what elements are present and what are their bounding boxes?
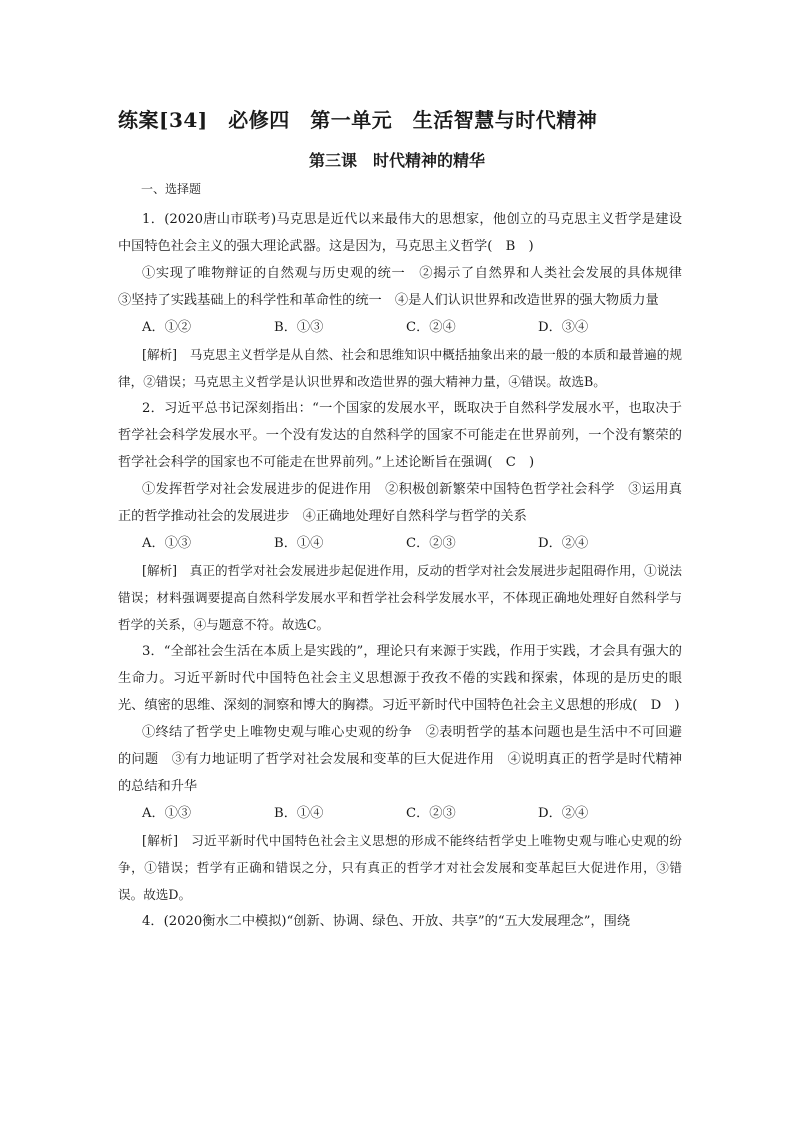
answer-options [118,530,682,557]
question-statements: ①发挥哲学对社会发展进步的促进作用 ②积极创新繁荣中国特色哲学社会科学 ③运用真正的哲学推动社会的发展进步 ④正确地处理好自然科学与哲学的关系 [118,482,682,524]
question-2 [118,395,682,638]
option-c: C．②③ [406,806,456,821]
question-statements: ①实现了唯物辩证的自然观与历史观的统一 ②揭示了自然界和人类社会发展的具体规律 ③坚持了实践基础上的科学性和革命性的统一 ④是人们认识世界和改造世界的强大物质力量 [118,266,696,308]
option-d: D．③④ [538,320,589,335]
option-d: D．②④ [538,536,589,551]
option-c: C．②④ [406,320,456,335]
question-analysis: [解析] 马克思主义哲学是从自然、社会和思维知识中概括抽象出来的最一般的本质和最普遍的规律，②错误；马克思主义哲学是认识世界和改造世界的强大精神力量，④错误。故选B。 [118,347,682,389]
option-a: A．①③ [142,806,192,821]
option-d: D．②④ [538,806,589,821]
question-stem: 4．(2020衡水二中模拟)“创新、协调、绿色、开放、共享”的“五大发展理念”，围绕 [142,914,631,929]
option-b: B．①④ [274,806,324,821]
answer-options [118,800,682,827]
section-heading: 一、选择题 [141,182,202,196]
question-analysis: [解析] 真正的哲学对社会发展进步起促进作用，反动的哲学对社会发展进步起阻碍作用，①说法错误；材料强调要提高自然科学发展水平和哲学社会科学发展水平，不体现正确地处理好自然科学与哲学的关系，④与题意不符。故选C。 [118,563,682,632]
option-b: B．①④ [274,536,324,551]
question-stem: 1．(2020唐山市联考)马克思是近代以来最伟大的思想家，他创立的马克思主义哲学是建设中国特色社会主义的强大理论武器。这是因为，马克思主义哲学( B ) [118,212,682,254]
question-4 [118,908,682,935]
option-a: A．①② [142,320,192,335]
option-a: A．①③ [142,536,192,551]
question-stem: 3．“全部社会生活在本质上是实践的”，理论只有来源于实践，作用于实践，才会具有强大的生命力。习近平新时代中国特色社会主义思想源于孜孜不倦的实践和探索，体现的是历史的眼光、缜密的思维、深刻的洞察和博大的胸襟。习近平新时代中国特色社会主义思想的形成( D ) [118,644,682,713]
question-stem: 2．习近平总书记深刻指出：“一个国家的发展水平，既取决于自然科学发展水平，也取决于哲学社会科学发展水平。一个没有发达的自然科学的国家不可能走在世界前列，一个没有繁荣的哲学社会科学的国家也不可能走在世界前列。”上述论断旨在强调( C ) [118,401,682,470]
question-1 [118,206,696,395]
lesson-subtitle: 第三课 时代精神的精华 [308,151,485,170]
answer-options [118,314,682,341]
question-3 [118,638,682,908]
option-c: C．②③ [406,536,456,551]
question-analysis: [解析] 习近平新时代中国特色社会主义思想的形成不能终结哲学史上唯物史观与唯心史观的纷争，①错误；哲学有正确和错误之分，只有真正的哲学才对社会发展和变革起巨大促进作用，③错误。故选D。 [118,833,682,902]
exercise-title: 练案[34] 必修四 第一单元 生活智慧与时代精神 [118,108,598,132]
question-statements: ①终结了哲学史上唯物史观与唯心史观的纷争 ②表明哲学的基本问题也是生活中不可回避的问题 ③有力地证明了哲学对社会发展和变革的巨大促进作用 ④说明真正的哲学是时代精神的总结和升华 [118,725,682,794]
question-list [118,206,696,935]
option-b: B．①③ [274,320,324,335]
